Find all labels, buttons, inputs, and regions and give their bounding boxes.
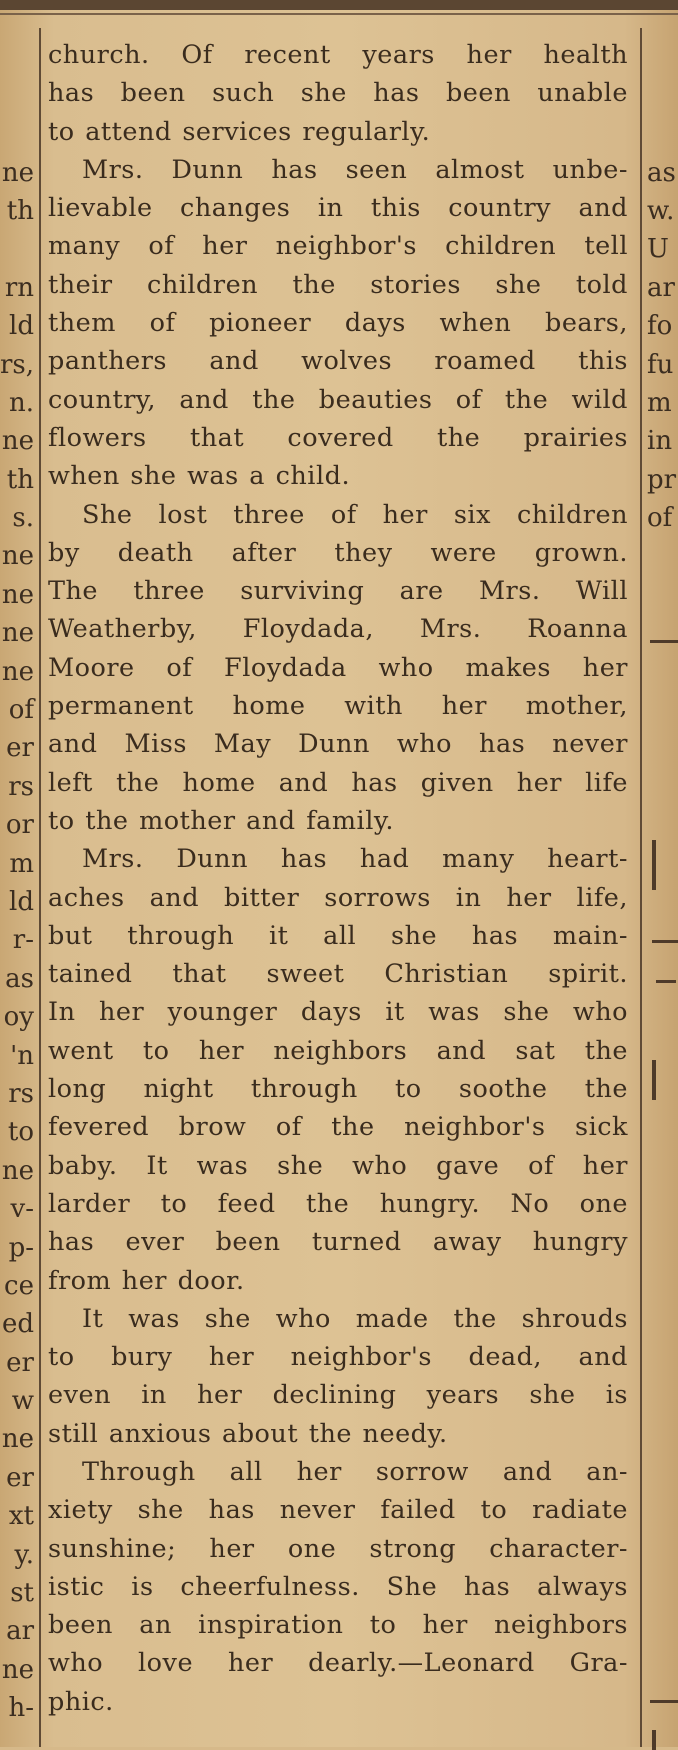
column-fragment: rs (8, 771, 34, 802)
text-line: country, and the beauties of the wild (48, 384, 628, 415)
text-line: larder to feed the hungry. No one (48, 1188, 628, 1219)
column-fragment: ne (1, 426, 34, 457)
column-fragment: er (6, 1347, 34, 1378)
text-line: even in her declining years she is (48, 1380, 628, 1411)
text-line: sunshine; her one strong character- (48, 1533, 628, 1564)
column-fragment: st (10, 1578, 34, 1609)
text-line: and Miss May Dunn who has never (48, 729, 628, 760)
text-line: tained that sweet Christian spirit. (48, 959, 628, 990)
text-line: lievable changes in this country and (48, 193, 628, 224)
column-fragment: xt (8, 1501, 34, 1532)
column-fragment (647, 77, 678, 115)
column-fragment (0, 0, 36, 38)
text-line: long night through to soothe the (48, 1074, 628, 1105)
text-line: their children the stories she told (48, 269, 628, 300)
column-fragment: as (647, 157, 676, 188)
right-column-ornaments (642, 640, 678, 1740)
column-fragment: fu (647, 349, 674, 380)
article-paragraph (48, 1300, 628, 1453)
text-line: went to her neighbors and sat the (48, 1035, 628, 1066)
column-fragment: to (7, 1117, 34, 1148)
column-fragment: w (11, 1386, 34, 1417)
column-fragment: p- (8, 1232, 34, 1263)
text-line: been an inspiration to her neighbors (48, 1610, 628, 1641)
column-fragment: rs (8, 1078, 34, 1109)
column-fragment: ne (1, 1155, 34, 1186)
column-fragment: r- (12, 925, 34, 956)
article-paragraph (48, 36, 628, 151)
column-fragment: ed (1, 1309, 34, 1340)
column-fragment: ne (1, 1424, 34, 1455)
text-line: Weatherby, Floydada, Mrs. Roanna (48, 614, 628, 645)
column-fragment: s. (12, 503, 34, 534)
text-line: but through it all she has main- (48, 920, 628, 951)
column-fragment: th (6, 195, 34, 226)
text-line: when she was a child. (48, 461, 351, 492)
top-border-rule (0, 0, 678, 10)
text-line: Through all her sorrow and an- (82, 1456, 628, 1487)
right-column-fragments (647, 0, 678, 537)
text-line: permanent home with her mother, (48, 691, 628, 722)
text-line: has ever been turned away hungry (48, 1227, 628, 1258)
column-fragment: or (5, 810, 34, 841)
column-fragment: rn (4, 272, 34, 303)
column-fragment: th (6, 464, 34, 495)
text-line: phic. (48, 1686, 114, 1717)
article-column (48, 36, 628, 1721)
article-paragraph (48, 840, 628, 1300)
text-line: Moore of Floydada who makes her (48, 652, 628, 683)
column-fragment: er (6, 1462, 34, 1493)
text-line: Mrs. Dunn has had many heart- (82, 844, 628, 875)
column-fragment: U (647, 234, 669, 265)
column-fragment (647, 0, 678, 38)
column-fragment: ne (1, 579, 34, 610)
text-line: baby. It was she who gave of her (48, 1150, 628, 1181)
column-fragment (0, 230, 36, 268)
column-fragment: er (6, 733, 34, 764)
column-fragment: ce (4, 1270, 34, 1301)
column-fragment: ar (6, 1616, 34, 1647)
text-line: In her younger days it was she who (48, 997, 628, 1028)
column-fragment: as (5, 963, 34, 994)
text-line: flowers that covered the prairies (48, 422, 628, 453)
text-line: to attend services regularly. (48, 116, 431, 147)
column-fragment: 'n (10, 1040, 34, 1071)
column-fragment: oy (3, 1002, 34, 1033)
text-line: to bury her neighbor's dead, and (48, 1342, 628, 1373)
left-column-fragments (0, 0, 36, 1728)
column-fragment: m (9, 848, 34, 879)
text-line: It was she who made the shrouds (82, 1303, 628, 1334)
text-line: still anxious about the needy. (48, 1418, 448, 1449)
text-line: istic is cheerfulness. She has always (48, 1571, 628, 1602)
article-paragraph (48, 496, 628, 841)
column-fragment: h- (8, 1693, 34, 1724)
column-fragment: ld (9, 886, 34, 917)
column-fragment: n. (8, 387, 34, 418)
text-line: xiety she has never failed to radiate (48, 1495, 628, 1526)
text-line: many of her neighbor's children tell (48, 231, 628, 262)
text-line: The three surviving are Mrs. Will (48, 576, 628, 607)
column-fragment: y. (14, 1539, 34, 1570)
column-fragment: ld (9, 311, 34, 342)
column-fragment: ne (1, 541, 34, 572)
column-fragment: pr (647, 464, 677, 495)
column-fragment: v- (10, 1194, 34, 1225)
column-fragment: ne (1, 1654, 34, 1685)
text-line: has been such she has been unable (48, 78, 628, 109)
column-fragment: ne (1, 618, 34, 649)
article-paragraph (48, 151, 628, 496)
text-line: church. Of recent years her health (48, 40, 628, 70)
text-line: She lost three of her six children (82, 499, 628, 530)
text-line: them of pioneer days when bears, (48, 308, 628, 339)
text-line: left the home and has given her life (48, 767, 628, 798)
text-line: from her door. (48, 1265, 245, 1296)
text-line: panthers and wolves roamed this (48, 346, 628, 377)
text-line: fevered brow of the neighbor's sick (48, 1112, 628, 1143)
text-line: by death after they were grown. (48, 537, 628, 568)
text-line: Mrs. Dunn has seen almost unbe- (82, 154, 628, 185)
column-fragment: fo (647, 311, 673, 342)
article-paragraph (48, 1453, 628, 1721)
column-fragment: of (8, 695, 34, 726)
column-fragment: in (647, 426, 673, 457)
column-fragment (0, 115, 36, 153)
column-fragment: m (647, 387, 672, 418)
column-fragment: w. (647, 195, 675, 226)
column-fragment (0, 77, 36, 115)
column-fragment: ne (1, 656, 34, 687)
text-line: who love her dearly.—Leonard Gra- (48, 1648, 628, 1679)
text-line: aches and bitter sorrows in her life, (48, 882, 628, 913)
text-line: to the mother and family. (48, 805, 394, 836)
top-thin-rule (0, 13, 678, 15)
column-fragment: ne (1, 157, 34, 188)
column-fragment: of (647, 503, 673, 534)
column-fragment (0, 38, 36, 76)
column-fragment (647, 38, 678, 76)
left-column-rule (39, 28, 41, 1747)
column-fragment (647, 115, 678, 153)
column-fragment: rs, (0, 349, 35, 380)
column-fragment: ar (647, 272, 675, 303)
